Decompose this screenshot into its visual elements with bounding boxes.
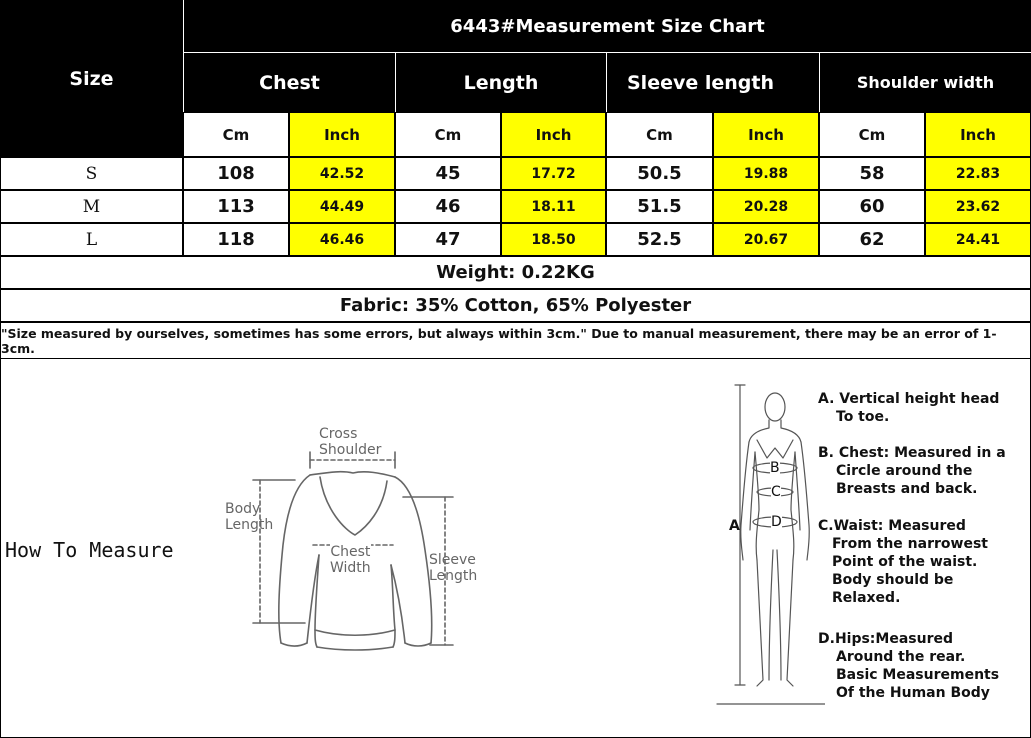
table-cell: 58 — [819, 157, 925, 190]
body-figure-diagram — [715, 380, 825, 710]
unit-cm-chest: Cm — [183, 112, 289, 157]
fabric-row — [0, 289, 1031, 322]
table-cell: 118 — [183, 223, 289, 256]
column-header-length-label: Length — [463, 71, 539, 94]
table-cell: 60 — [819, 190, 925, 223]
table-cell: 24.41 — [925, 223, 1031, 256]
size-header-label: Size — [69, 67, 114, 90]
table-cell: 20.28 — [713, 190, 819, 223]
garment-label-chest-width — [330, 544, 371, 576]
legend-line: Circle around the — [836, 463, 973, 479]
measurement-legend-b — [818, 444, 1006, 498]
table-row-size-m: M — [0, 190, 183, 223]
table-cell: 45 — [395, 157, 501, 190]
table-cell: 113 — [183, 190, 289, 223]
measurement-note-text: "Size measured by ourselves, sometimes has some errors, but always within 3cm." Due to manual measurement, there may be an error of 1-3cm. — [1, 325, 997, 356]
legend-line: From the narrowest — [832, 536, 988, 552]
table-cell: 51.5 — [606, 190, 713, 223]
garment-label-cross-shoulder — [319, 426, 381, 458]
body-label-d: D — [771, 514, 782, 530]
table-cell: 17.72 — [501, 157, 606, 190]
column-header-sleeve-label: Sleeve length — [627, 71, 774, 94]
table-cell: 52.5 — [606, 223, 713, 256]
unit-cm-shoulder: Cm — [819, 112, 925, 157]
unit-inch-shoulder: Inch — [925, 112, 1031, 157]
legend-line: Relaxed. — [832, 590, 901, 606]
chart-title-text: 6443#Measurement Size Chart — [450, 15, 765, 37]
measurement-legend-d — [818, 630, 999, 702]
unit-inch-sleeve: Inch — [713, 112, 819, 157]
garment-label-sleeve-length — [429, 552, 477, 584]
fabric-text: Fabric: 35% Cotton, 65% Polyester — [339, 295, 692, 316]
weight-row — [0, 256, 1031, 289]
table-cell: 108 — [183, 157, 289, 190]
legend-line: To toe. — [836, 409, 890, 425]
table-cell: 46 — [395, 190, 501, 223]
garment-label-line: Width — [330, 560, 371, 576]
column-header-chest-label: Chest — [259, 71, 320, 94]
legend-line: Breasts and back. — [836, 481, 978, 497]
legend-line: A. Vertical height head — [818, 391, 1000, 407]
garment-label-body-length — [225, 501, 273, 533]
garment-label-line: Sleeve — [429, 552, 476, 568]
body-label-b: B — [770, 460, 780, 476]
size-header-cell — [0, 0, 183, 157]
table-cell: 46.46 — [289, 223, 395, 256]
garment-label-line: Chest — [330, 544, 371, 560]
legend-line: Basic Measurements — [836, 667, 1000, 683]
table-cell: 22.83 — [925, 157, 1031, 190]
legend-line: B. Chest: Measured in a — [818, 445, 1006, 461]
body-label-c: C — [771, 484, 781, 500]
column-header-shoulder-label: Shoulder width — [856, 73, 995, 92]
unit-inch-length: Inch — [501, 112, 606, 157]
measurement-note-row — [0, 322, 1031, 359]
legend-line: Of the Human Body — [836, 685, 990, 701]
table-cell: 18.11 — [501, 190, 606, 223]
chart-title — [183, 0, 1031, 52]
garment-label-line: Body — [225, 501, 261, 517]
table-cell: 23.62 — [925, 190, 1031, 223]
table-cell: 62 — [819, 223, 925, 256]
unit-inch-chest: Inch — [289, 112, 395, 157]
how-to-measure-label: How To Measure — [5, 538, 174, 562]
legend-line: Around the rear. — [836, 649, 966, 665]
table-cell: 42.52 — [289, 157, 395, 190]
unit-cm-sleeve: Cm — [606, 112, 713, 157]
table-cell: 44.49 — [289, 190, 395, 223]
garment-label-line: Shoulder — [319, 442, 382, 458]
measurement-legend-c — [818, 517, 988, 607]
column-header-sleeve — [606, 52, 819, 112]
body-label-a: A — [729, 518, 740, 534]
table-cell: 47 — [395, 223, 501, 256]
column-header-shoulder — [819, 52, 1031, 112]
table-row-size-s: S — [0, 157, 183, 190]
legend-line: D.Hips:Measured — [818, 631, 954, 647]
table-cell: 19.88 — [713, 157, 819, 190]
garment-label-line: Cross — [319, 426, 358, 442]
legend-line: Point of the waist. — [832, 554, 978, 570]
weight-text: Weight: 0.22KG — [436, 262, 595, 283]
column-header-length — [395, 52, 606, 112]
column-header-chest — [183, 52, 395, 112]
garment-label-line: Length — [225, 517, 274, 533]
garment-label-line: Length — [429, 568, 478, 584]
table-cell: 50.5 — [606, 157, 713, 190]
legend-line: C.Waist: Measured — [818, 518, 966, 534]
table-cell: 18.50 — [501, 223, 606, 256]
measurement-legend-a — [818, 390, 999, 426]
table-row-size-l: L — [0, 223, 183, 256]
unit-cm-length: Cm — [395, 112, 501, 157]
table-cell: 20.67 — [713, 223, 819, 256]
legend-line: Body should be — [832, 572, 954, 588]
